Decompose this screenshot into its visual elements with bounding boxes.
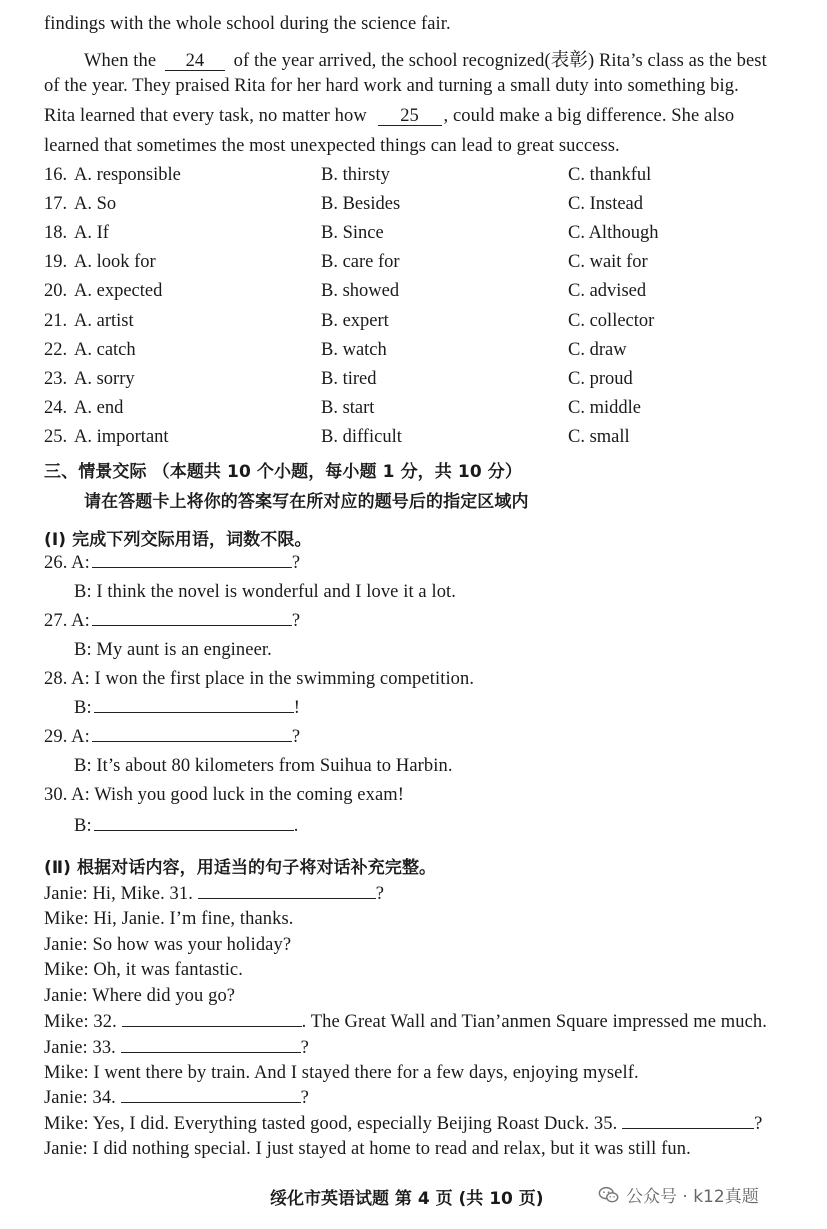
- dialogue-line-34: [44, 1088, 309, 1109]
- question-30-a: 30. A: Wish you good luck in the coming exam!: [44, 785, 405, 805]
- option-a: A. responsible: [74, 165, 181, 185]
- dialogue-text: Mike: 32.: [44, 1012, 117, 1032]
- option-c: C. wait for: [568, 252, 648, 273]
- blank-24: 24: [165, 52, 225, 71]
- question-number: 24.: [44, 397, 68, 418]
- option-row: [44, 427, 804, 451]
- passage-text: , could make a big difference. She also: [443, 106, 735, 126]
- question-27-b: B: My aunt is an engineer.: [74, 640, 272, 660]
- punctuation: ?: [300, 1038, 309, 1058]
- passage-line-1: findings with the whole school during the science fair.: [44, 14, 451, 34]
- option-b: B. watch: [321, 339, 387, 360]
- question-label: 27. A:: [44, 611, 90, 631]
- passage-text: of the year arrived, the school recognized(表彰) Rita’s class as the best: [233, 51, 767, 71]
- answer-blank-32[interactable]: [122, 1026, 302, 1027]
- dialogue-text: Janie: 33.: [44, 1038, 116, 1058]
- dialogue-line-33: [44, 1038, 309, 1059]
- dialogue-text: . The Great Wall and Tian’anmen Square impressed me much.: [301, 1012, 767, 1032]
- dialogue-text: Mike: Yes, I did. Everything tasted good, especially Beijing Roast Duck. 35.: [44, 1114, 618, 1134]
- question-number: 18.: [44, 223, 68, 244]
- passage-text: When the: [84, 51, 157, 71]
- question-number: 25.: [44, 426, 68, 447]
- dialogue-line: Mike: Oh, it was fantastic.: [44, 960, 243, 980]
- option-c: C. Instead: [568, 194, 644, 215]
- question-28-a: 28. A: I won the first place in the swimming competition.: [44, 669, 475, 689]
- punctuation: ?: [291, 553, 301, 573]
- answer-blank-31[interactable]: [198, 898, 376, 899]
- option-a: A. catch: [74, 339, 136, 360]
- option-row: [44, 165, 804, 189]
- dialogue-line: Janie: I did nothing special. I just stayed at home to read and relax, but it was still fun.: [44, 1139, 691, 1159]
- option-a: A. expected: [74, 281, 163, 302]
- option-c: C. collector: [568, 310, 655, 331]
- question-28-b: [74, 698, 300, 719]
- punctuation: ?: [291, 727, 301, 747]
- wechat-icon: [598, 1184, 620, 1206]
- punctuation: ?: [754, 1114, 763, 1134]
- question-label: 29. A:: [44, 727, 90, 747]
- option-b: B. difficult: [321, 426, 402, 447]
- option-b: B. thirsty: [321, 165, 390, 185]
- option-b: B. Since: [321, 223, 384, 244]
- passage-line-2: [84, 46, 767, 72]
- option-row: [44, 398, 804, 422]
- question-number: 20.: [44, 281, 68, 302]
- option-c: C. thankful: [568, 165, 652, 185]
- answer-blank-34[interactable]: [121, 1102, 301, 1103]
- option-a: A. end: [74, 397, 124, 418]
- option-b: B. tired: [321, 368, 377, 389]
- option-a: A. important: [74, 426, 169, 447]
- answer-blank-29[interactable]: [92, 741, 292, 742]
- option-b: B. expert: [321, 310, 389, 331]
- section-heading: 三、情景交际 （本题共 10 个小题，每小题 1 分，共 10 分）: [44, 462, 522, 482]
- answer-blank-27[interactable]: [92, 625, 292, 626]
- answer-blank-35[interactable]: [622, 1128, 754, 1129]
- question-29-a: [44, 727, 300, 748]
- option-row: [44, 252, 804, 276]
- dialogue-line: Janie: Where did you go?: [44, 986, 236, 1006]
- punctuation: ?: [300, 1088, 309, 1108]
- question-26-a: [44, 553, 300, 574]
- passage-line-3: of the year. They praised Rita for her hard work and turning a small duty into something big.: [44, 76, 739, 96]
- option-c: C. advised: [568, 281, 647, 302]
- answer-blank-28[interactable]: [94, 712, 294, 713]
- option-c: C. proud: [568, 368, 633, 389]
- option-b: B. care for: [321, 252, 400, 273]
- question-number: 22.: [44, 339, 68, 360]
- punctuation: .: [293, 816, 299, 836]
- dialogue-line-32: [44, 1012, 767, 1033]
- option-row: [44, 340, 804, 364]
- question-label: B:: [74, 816, 92, 836]
- dialogue-line-31: [44, 884, 384, 905]
- option-row: [44, 369, 804, 393]
- dialogue-line: Mike: I went there by train. And I stayed there for a few days, enjoying myself.: [44, 1063, 639, 1083]
- watermark-text: 公众号 · k12真题: [626, 1187, 759, 1207]
- answer-blank-26[interactable]: [92, 567, 292, 568]
- question-number: 21.: [44, 310, 68, 331]
- part2-heading: (Ⅱ) 根据对话内容，用适当的句子将对话补充完整。: [44, 858, 437, 878]
- dialogue-text: Janie: 34.: [44, 1088, 116, 1108]
- punctuation: !: [293, 698, 300, 718]
- option-b: B. Besides: [321, 194, 401, 215]
- question-27-a: [44, 611, 300, 632]
- option-row: [44, 311, 804, 335]
- punctuation: ?: [291, 611, 301, 631]
- option-c: C. Although: [568, 223, 659, 244]
- watermark: [598, 1182, 759, 1207]
- dialogue-text: Janie: Hi, Mike. 31.: [44, 884, 193, 904]
- question-30-b: [74, 816, 298, 837]
- option-b: B. start: [321, 397, 375, 418]
- option-row: [44, 281, 804, 305]
- passage-line-4: [44, 106, 734, 127]
- option-a: A. look for: [74, 252, 156, 273]
- option-a: A. artist: [74, 310, 134, 331]
- question-number: 16.: [44, 165, 68, 185]
- blank-25: 25: [378, 107, 442, 126]
- answer-blank-30[interactable]: [94, 830, 294, 831]
- dialogue-line: Mike: Hi, Janie. I’m fine, thanks.: [44, 909, 294, 929]
- option-c: C. small: [568, 426, 630, 447]
- passage-text: Rita learned that every task, no matter how: [44, 106, 367, 126]
- question-26-b: B: I think the novel is wonderful and I love it a lot.: [74, 582, 457, 602]
- page-number-text: 绥化市英语试题 第 4 页 (共 10 页): [270, 1189, 544, 1209]
- option-c: C. draw: [568, 339, 627, 360]
- passage-line-5: learned that sometimes the most unexpected things can lead to great success.: [44, 136, 620, 156]
- section-instruction: 请在答题卡上将你的答案写在所对应的题号后的指定区域内: [84, 492, 529, 512]
- option-row: [44, 194, 804, 218]
- dialogue-line: Janie: So how was your holiday?: [44, 935, 292, 955]
- question-label: B:: [74, 698, 92, 718]
- answer-blank-33[interactable]: [121, 1052, 301, 1053]
- option-a: A. sorry: [74, 368, 135, 389]
- punctuation: ?: [375, 884, 384, 904]
- option-a: A. So: [74, 194, 117, 215]
- option-row: [44, 223, 804, 247]
- option-b: B. showed: [321, 281, 400, 302]
- question-29-b: B: It’s about 80 kilometers from Suihua to Harbin.: [74, 756, 453, 776]
- option-c: C. middle: [568, 397, 641, 418]
- question-number: 19.: [44, 252, 68, 273]
- option-a: A. If: [74, 223, 109, 244]
- question-label: 26. A:: [44, 553, 90, 573]
- question-number: 23.: [44, 368, 68, 389]
- dialogue-line-35: [44, 1114, 762, 1135]
- question-number: 17.: [44, 194, 68, 215]
- part1-heading: (Ⅰ) 完成下列交际用语，词数不限。: [44, 530, 312, 550]
